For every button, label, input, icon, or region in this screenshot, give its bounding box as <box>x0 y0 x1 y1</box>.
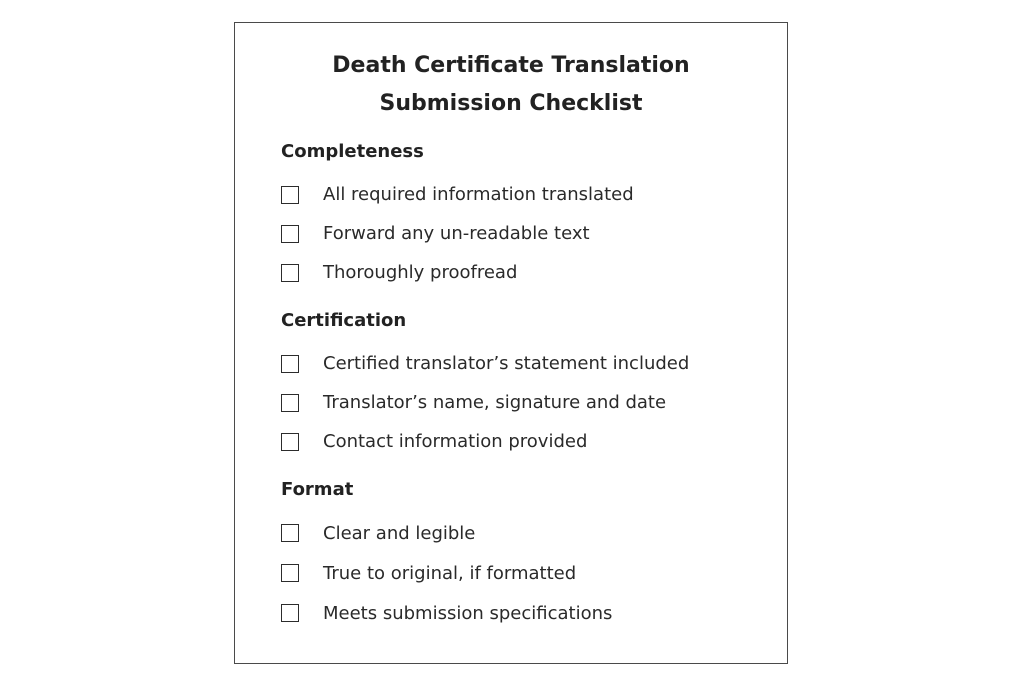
checklist-item <box>281 253 761 292</box>
checklist-item <box>281 175 761 214</box>
checklist-item-label: Certified translator’s statement included <box>323 353 690 374</box>
checkbox[interactable] <box>281 355 299 373</box>
checklist-item-label: Contact information provided <box>323 431 588 452</box>
checklist-item-label: Meets submission specifications <box>323 602 613 624</box>
checkbox[interactable] <box>281 433 299 451</box>
checklist-item <box>281 513 761 553</box>
checkbox[interactable] <box>281 186 299 204</box>
section-format <box>281 479 761 633</box>
checkbox[interactable] <box>281 564 299 582</box>
checklist-item <box>281 344 761 383</box>
section-completeness <box>281 141 761 292</box>
checklist-sections <box>281 141 761 633</box>
checkbox[interactable] <box>281 225 299 243</box>
checklist-item-label: Forward any un-readable text <box>323 223 590 244</box>
checklist-item <box>281 214 761 253</box>
page-title <box>235 47 787 123</box>
section-heading: Format <box>281 479 354 500</box>
section-heading: Certification <box>281 310 407 331</box>
checkbox[interactable] <box>281 394 299 412</box>
checklist-item-label: All required information translated <box>323 184 634 205</box>
checklist-item-label: Translator’s name, signature and date <box>323 392 667 413</box>
section-heading: Completeness <box>281 141 424 162</box>
checklist-item <box>281 422 761 461</box>
checkbox[interactable] <box>281 264 299 282</box>
section-certification <box>281 310 761 461</box>
checklist-item <box>281 383 761 422</box>
checkbox[interactable] <box>281 604 299 622</box>
title-line-2: Submission Checklist <box>379 91 643 116</box>
checklist-item-label: Thoroughly proofread <box>323 262 518 283</box>
checkbox[interactable] <box>281 524 299 542</box>
checklist-item <box>281 553 761 593</box>
title-line-1: Death Certificate Translation <box>332 53 690 78</box>
checklist-item-label: True to original, if formatted <box>323 562 577 584</box>
checklist-card <box>234 22 788 664</box>
checklist-item <box>281 593 761 633</box>
checklist-item-label: Clear and legible <box>323 522 476 544</box>
